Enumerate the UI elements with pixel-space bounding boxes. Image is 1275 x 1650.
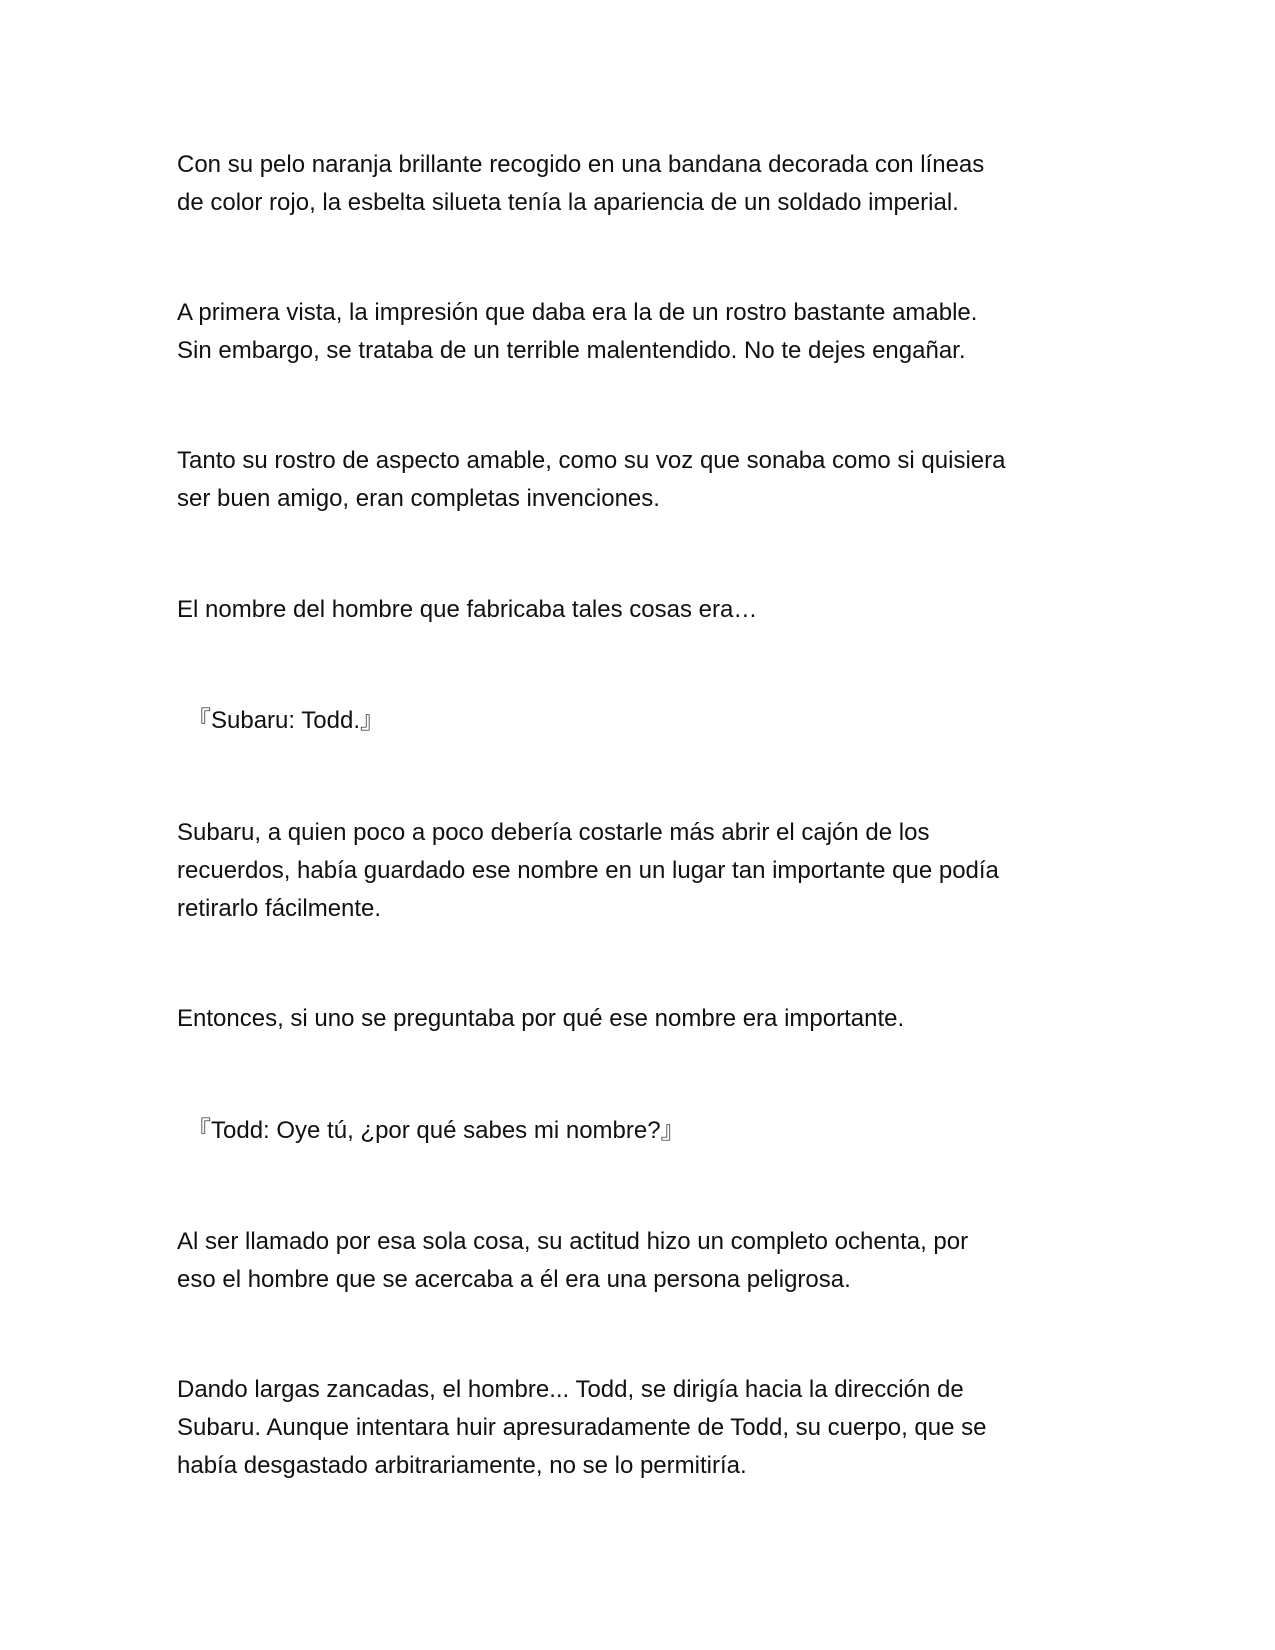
paragraph-line: A primera vista, la impresión que daba era la de un rostro bastante amable. — [177, 299, 978, 326]
paragraph-line: Tanto su rostro de aspecto amable, como su voz que sonaba como si quisiera — [177, 447, 1006, 474]
paragraph-line: había desgastado arbitrariamente, no se lo permitiría. — [177, 1452, 747, 1479]
dialogue-line: 『Todd: Oye tú, ¿por qué sabes mi nombre?』 — [187, 1117, 685, 1144]
dialogue-line: 『Subaru: Todd.』 — [187, 707, 385, 734]
paragraph-line: El nombre del hombre que fabricaba tales cosas era… — [177, 596, 758, 623]
paragraph-line: Sin embargo, se trataba de un terrible malentendido. No te dejes engañar. — [177, 337, 966, 364]
paragraph-line: Entonces, si uno se preguntaba por qué ese nombre era importante. — [177, 1005, 905, 1032]
paragraph-line: eso el hombre que se acercaba a él era una persona peligrosa. — [177, 1266, 851, 1293]
paragraph-line: recuerdos, había guardado ese nombre en un lugar tan importante que podía — [177, 857, 999, 884]
paragraph-2 — [177, 294, 1117, 370]
paragraph-line: Subaru, a quien poco a poco debería costarle más abrir el cajón de los — [177, 819, 930, 846]
paragraph-line: Dando largas zancadas, el hombre... Todd, se dirigía hacia la dirección de — [177, 1376, 964, 1403]
paragraph-line: Con su pelo naranja brillante recogido en una bandana decorada con líneas — [177, 151, 985, 178]
paragraph-line: Subaru. Aunque intentara huir apresuradamente de Todd, su cuerpo, que se — [177, 1414, 987, 1441]
paragraph-8 — [177, 1371, 1117, 1485]
paragraph-4 — [177, 591, 1117, 629]
dialogue-todd — [187, 1112, 1127, 1150]
paragraph-7 — [177, 1223, 1117, 1299]
paragraph-line: ser buen amigo, eran completas invenciones. — [177, 485, 660, 512]
paragraph-5 — [177, 814, 1117, 928]
paragraph-6 — [177, 1000, 1117, 1038]
dialogue-subaru — [187, 702, 1127, 740]
paragraph-line: de color rojo, la esbelta silueta tenía la apariencia de un soldado imperial. — [177, 189, 959, 216]
paragraph-line: Al ser llamado por esa sola cosa, su actitud hizo un completo ochenta, por — [177, 1228, 969, 1255]
paragraph-1 — [177, 146, 1117, 222]
paragraph-line: retirarlo fácilmente. — [177, 895, 382, 922]
paragraph-3 — [177, 442, 1117, 518]
